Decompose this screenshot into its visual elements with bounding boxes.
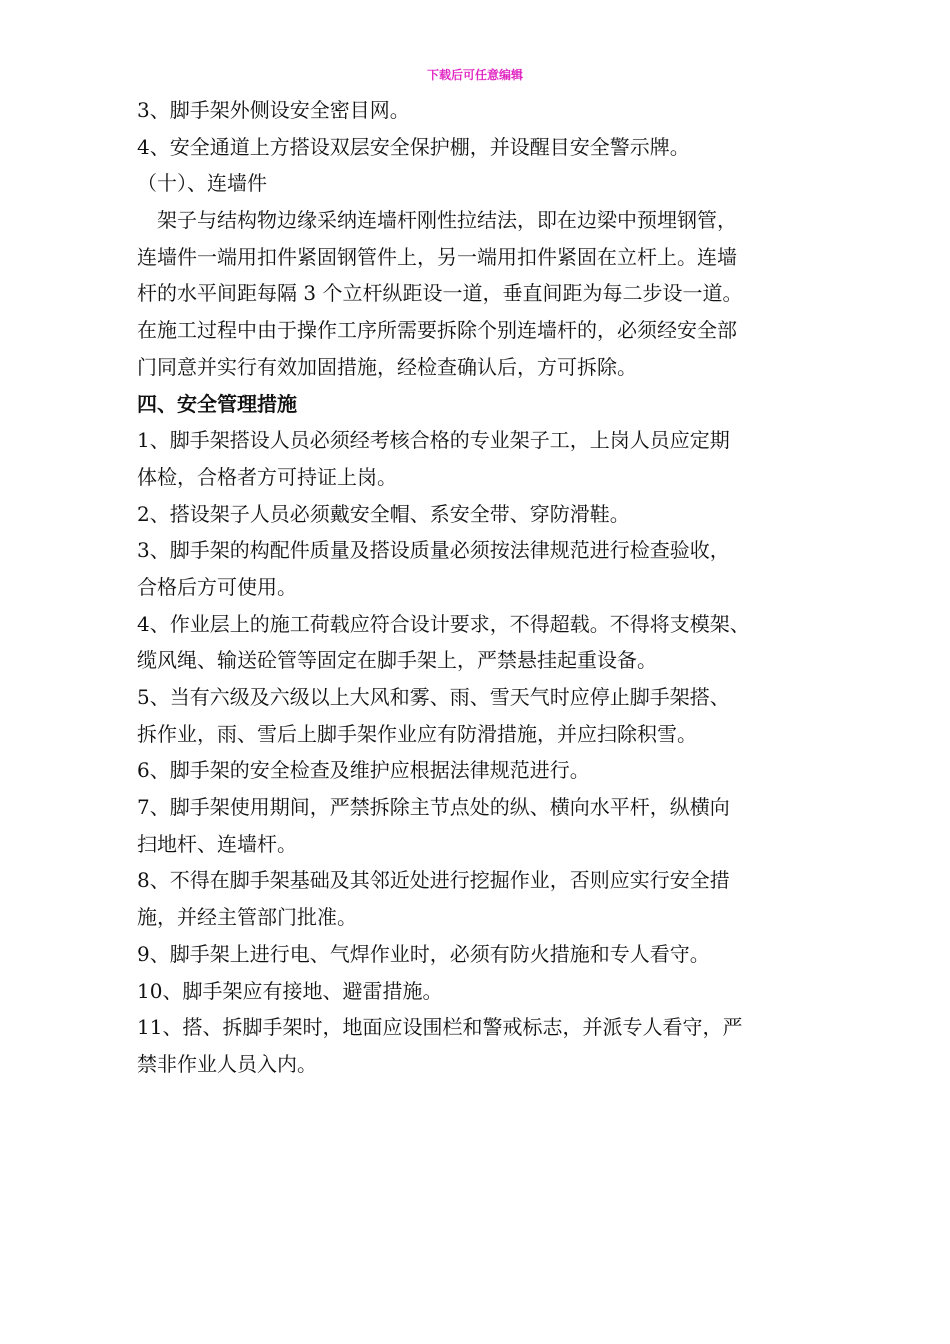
document-body <box>137 92 827 1083</box>
text-line: 4、安全通道上方搭设双层安全保护棚，并设醒目安全警示牌。 <box>137 134 690 159</box>
text-line: 合格后方可使用。 <box>137 574 297 599</box>
text-line: 禁非作业人员入内。 <box>137 1051 317 1076</box>
text-line: 缆风绳、输送砼管等固定在脚手架上，严禁悬挂起重设备。 <box>137 648 657 673</box>
text-line: 在施工过程中由于操作工序所需要拆除个别连墙杆的，必须经安全部 <box>137 318 737 343</box>
text-line: 5、当有六级及六级以上大风和雾、雨、雪天气时应停止脚手架搭、 <box>137 685 730 709</box>
text-line: 6、脚手架的安全检查及维护应根据法律规范进行。 <box>137 758 590 783</box>
text-line: 3、脚手架外侧设安全密目网。 <box>137 98 410 122</box>
text-line: 拆作业，雨、雪后上脚手架作业应有防滑措施，并应扫除积雪。 <box>137 721 697 746</box>
text-line: 门同意并实行有效加固措施，经检查确认后，方可拆除。 <box>137 354 637 379</box>
text-line: 9、脚手架上进行电、气焊作业时，必须有防火措施和专人看守。 <box>137 941 710 966</box>
text-line: 10、脚手架应有接地、避雷措施。 <box>137 978 443 1003</box>
header-note: 下载后可任意编辑 <box>426 68 523 82</box>
text-line: 施，并经主管部门批准。 <box>137 905 357 930</box>
text-line: 杆的水平间距每隔 3 个立杆纵距设一道，垂直间距为每二步设一道。 <box>137 281 743 306</box>
text-line: 7、脚手架使用期间，严禁拆除主节点处的纵、横向水平杆，纵横向 <box>137 795 730 820</box>
subsection-heading: （十）、连墙件 <box>137 171 267 196</box>
text-line: 3、脚手架的构配件质量及搭设质量必须按法律规范进行检查验收， <box>137 538 730 563</box>
section-heading: 四、安全管理措施 <box>137 391 297 416</box>
text-line: 架子与结构物边缘采纳连墙杆刚性拉结法，即在边梁中预埋钢管， <box>157 208 737 233</box>
text-line: 1、脚手架搭设人员必须经考核合格的专业架子工，上岗人员应定期 <box>137 428 730 453</box>
text-line: 8、不得在脚手架基础及其邻近处进行挖掘作业，否则应实行安全措 <box>137 868 730 893</box>
text-line: 4、作业层上的施工荷载应符合设计要求，不得超载。不得将支模架、 <box>137 611 750 636</box>
text-line: 体检，合格者方可持证上岗。 <box>137 464 397 489</box>
text-line: 扫地杆、连墙杆。 <box>137 831 297 856</box>
text-line: 11、搭、拆脚手架时，地面应设围栏和警戒标志，并派专人看守，严 <box>137 1015 743 1040</box>
text-line: 连墙件一端用扣件紧固钢管件上，另一端用扣件紧固在立杆上。连墙 <box>137 244 737 269</box>
text-line: 2、搭设架子人员必须戴安全帽、系安全带、穿防滑鞋。 <box>137 501 630 526</box>
